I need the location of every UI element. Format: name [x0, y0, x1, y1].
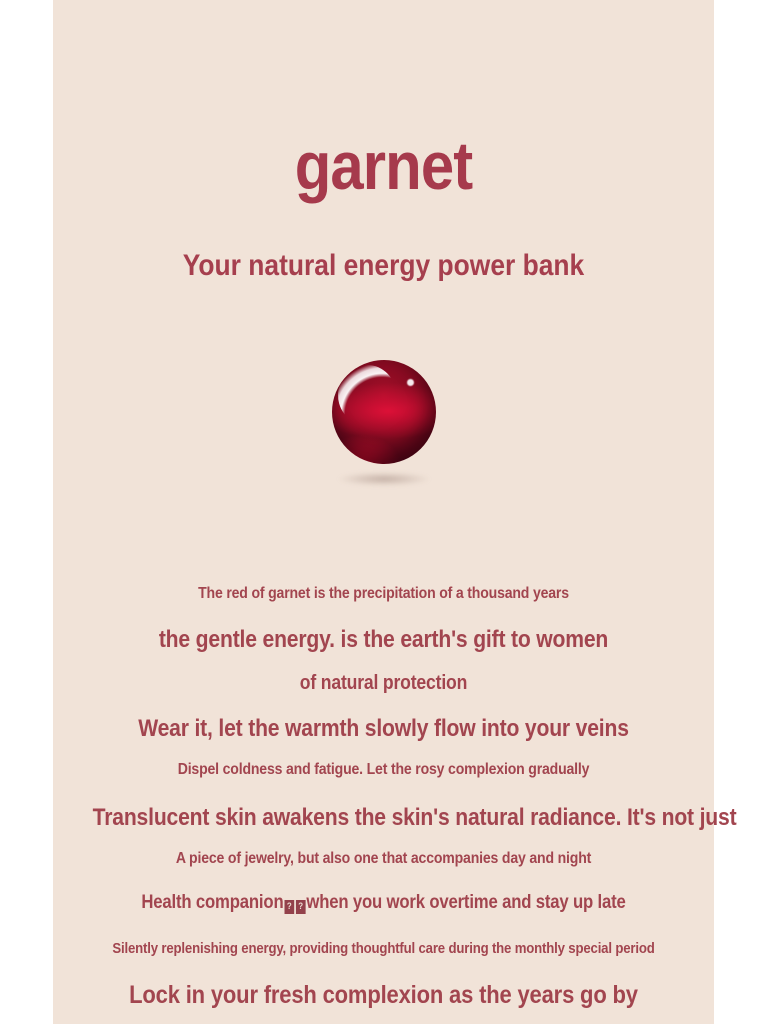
- body-line-4: Wear it, let the warmth slowly flow into your veins: [138, 715, 629, 742]
- poster-panel: [53, 0, 737, 1024]
- garnet-sphere-image: [332, 360, 436, 464]
- body-line-8-before: Health companion: [141, 892, 284, 913]
- poster-title: garnet: [294, 128, 473, 204]
- body-line-2: the gentle energy. is the earth's gift to women: [158, 626, 609, 653]
- gem-shadow: [337, 472, 431, 486]
- poster-subtitle: Your natural energy power bank: [182, 249, 585, 282]
- gem-image-wrap: [53, 360, 714, 486]
- body-line-10: Lock in your fresh complexion as the years go by: [129, 981, 638, 1009]
- missing-glyph-box: ?: [284, 900, 294, 914]
- body-line-6: Translucent skin awakens the skin's natural radiance. It's not just: [92, 804, 737, 831]
- missing-glyph-box: ?: [296, 900, 306, 914]
- body-line-7: A piece of jewelry, but also one that accompanies day and night: [175, 850, 592, 867]
- gem-highlight-dot: [407, 379, 414, 386]
- body-line-5: Dispel coldness and fatigue. Let the rosy complexion gradually: [177, 761, 590, 778]
- body-line-3: of natural protection: [299, 672, 468, 694]
- body-line-8: [93, 892, 675, 914]
- gem-highlight-crescent: [335, 362, 399, 428]
- body-line-8-after: when you work overtime and stay up late: [306, 892, 626, 913]
- body-line-1: The red of garnet is the precipitation of a thousand years: [198, 585, 569, 602]
- body-line-9: Silently replenishing energy, providing thoughtful care during the monthly special period: [112, 940, 655, 957]
